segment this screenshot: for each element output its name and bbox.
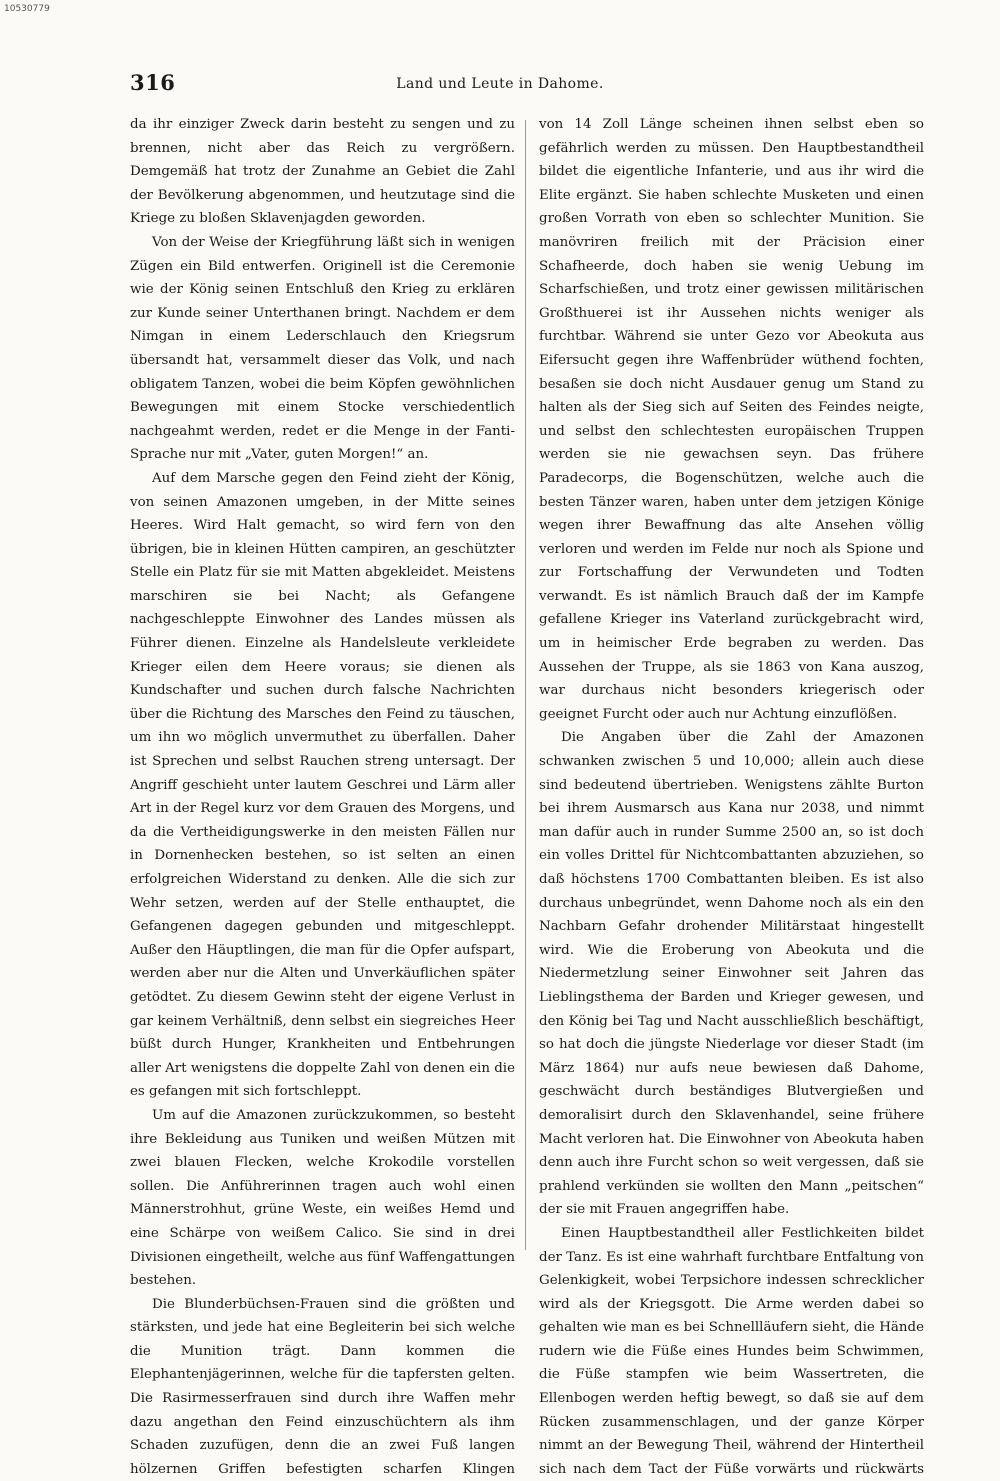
paragraph: Einen Hauptbestandtheil aller Festlichkeiten bildet der Tanz. Es ist eine wahrhaft furchtbare Entfaltung von Gelenkigkeit, wobei Terpsichore indessen schrecklicher wird als der Kriegsgott. Die Arme werden dabei so gehalten wie man es bei Schnellläufern sieht, die Hände rudern wie die Füße eines Hundes beim Schwimmen, die Füße stampfen wie beim Wassertreten, die Ellenbogen werden heftig bewegt, so daß sie auf dem Rücken zusammenschlagen, und der ganze Körper nimmt an der Bewegung Theil, während der Hintertheil sich nach dem Tact der Füße vorwärts und rückwärts [539, 1225, 924, 1477]
running-title: Land und Leute in Dahome. [396, 76, 604, 92]
paragraph: da ihr einziger Zweck darin besteht zu sengen und zu brennen, nicht aber das Reich zu vergrößern. Demgemäß hat trotz der Zunahme an Gebiet die Zahl der Bevölkerung abgenommen, und heutzutage sind die Kriege zu bloßen Sklavenjagden geworden. [130, 117, 515, 227]
paragraph: Von der Weise der Kriegführung läßt sich in wenigen Zügen ein Bild entwerfen. Originell ist die Ceremonie wie der König seinen Entschluß den Krieg zu erklären zur Kunde seiner Unterthanen bringt. Nachdem er dem Nimgan in einem Lederschlauch den Kriegsrum übersandt hat, versammelt dieser das Volk, und nach obligatem Tanzen, wobei die beim Köpfen gewöhnlichen Bewegungen mit einem Stocke verschiedentlich nachgeahmt werden, redet er die Menge in der Fanti-Sprache nur mit „Vater, guten Morgen!“ an. [130, 234, 515, 463]
paragraph: Um auf die Amazonen zurückzukommen, so besteht ihre Bekleidung aus Tuniken und weißen Mützen mit zwei blauen Flecken, welche Krokodile vorstellen sollen. Die Anführerinnen tragen auch wohl einen Männerstrohhut, grüne Weste, ein weißes Hemd und eine Schärpe von weißem Calico. Sie sind in drei Divisionen eingetheilt, welche aus fünf Waffengattungen bestehen. [130, 1107, 515, 1289]
paragraph: Die Blunderbüchsen-Frauen sind die größten und stärksten, und jede hat eine Begleiterin bei sich welche die Munition trägt. Dann kommen die Elephantenjägerinnen, welche für die tapfersten gelten. Die Rasirmesserfrauen sind durch ihre Waffen mehr dazu angethan den Feind einzuschüchtern als ihm Schaden zuzufügen, denn die an zwei Fuß langen hölzernen Griffen befestigten scharfen Klingen [130, 1296, 515, 1477]
right-column [539, 113, 924, 1481]
page-number: 316 [130, 70, 176, 95]
column-divider [525, 120, 526, 1250]
scan-id: 10530779 [4, 4, 50, 14]
paragraph: von 14 Zoll Länge scheinen ihnen selbst eben so gefährlich werden zu müssen. Den Hauptbestandtheil bildet die eigentliche Infanterie, und aus ihr wird die Elite ergänzt. Sie haben schlechte Musketen und einen großen Vorrath von eben so schlechter Munition. Sie manövriren freilich mit der Präcision einer Schafheerde, doch haben sie wenig Uebung im Scharfschießen, und trotz einer gewissen militärischen Großthuerei ist ihr Aussehen nichts weniger als furchtbar. Während sie unter Gezo vor Abeokuta aus Eifersucht gegen ihre Waffenbrüder wüthend fochten, besaßen sie doch nicht Ausdauer genug um Stand zu halten als der Sieg sich auf Seiten des Feindes neigte, und selbst den schlechtesten europäischen Truppen werden sie nie gewachsen seyn. Das frühere Paradecorps, die Bogenschützen, welche auch die besten Tänzer waren, haben unter dem jetzigen Könige wegen ihrer Bewaffnung das alte Ansehen völlig verloren und werden im Felde nur noch als Spione und zur Fortschaffung der Verwundeten und Todten verwandt. Es ist nämlich Brauch daß der im Kampfe gefallene Krieger ins Vaterland zurückgebracht wird, um in heimischer Erde begraben zu werden. Das Aussehen der Truppe, als sie 1863 von Kana auszog, war durchaus nicht besonders kriegerisch oder geeignet Furcht oder auch nur Achtung einzuflößen. [539, 117, 924, 722]
paragraph: Die Angaben über die Zahl der Amazonen schwanken zwischen 5 und 10,000; allein auch diese sind bedeutend übertrieben. Wenigstens zählte Burton bei ihrem Ausmarsch aus Kana nur 2038, und nimmt man dafür auch in runder Summe 2500 an, so ist doch ein volles Drittel für Nichtcombattanten abzuziehen, so daß höchstens 1700 Combattanten bleiben. Es ist also durchaus unbegründet, wenn Dahome noch als ein den Nachbarn Gefahr drohender Militärstaat hingestellt wird. Wie die Eroberung von Abeokuta und die Niedermetzlung seiner Einwohner seit Jahren das Lieblingsthema der Barden und Krieger gewesen, und den König bei Tag und Nacht ausschließlich beschäftigt, so hat doch die jüngste Niederlage vor dieser Stadt (im März 1864) nur aufs neue bewiesen daß Dahome, geschwächt durch beständiges Blutvergießen und demoralisirt durch den Sklavenhandel, seine frühere Macht verloren hat. Die Einwohner von Abeokuta haben denn auch ihre Furcht schon so weit vergessen, daß sie prahlend verkünden sie wollten den Mann „peitschen“ der sie mit Frauen angegriffen habe. [539, 730, 924, 1218]
paragraph: Auf dem Marsche gegen den Feind zieht der König, von seinen Amazonen umgeben, in der Mitte seines Heeres. Wird Halt gemacht, so wird fern von den übrigen, bie in kleinen Hütten campiren, an geschützter Stelle ein Platz für sie mit Matten abgekleidet. Meistens marschiren sie bei Nacht; als Gefangene nachgeschleppte Einwohner des Landes müssen als Führer dienen. Einzelne als Handelsleute verkleidete Krieger eilen dem Heere voraus; sie dienen als Kundschafter und suchen durch falsche Nachrichten über die Richtung des Marsches den Feind zu täuschen, um ihn wo möglich unvermuthet zu überfallen. Daher ist Sprechen und selbst Rauchen streng untersagt. Der Angriff geschieht unter lautem Geschrei und Lärm aller Art in der Regel kurz vor dem Grauen des Morgens, und da die Vertheidigungswerke in den meisten Fällen nur in Dornenhecken bestehen, so ist selten an einen erfolgreichen Widerstand zu denken. Alle die sich zur Wehr setzen, werden auf der Stelle enthauptet, die Gefangenen dagegen gebunden und mitgeschleppt. Außer den Häuptlingen, die man für die Opfer aufspart, werden aber nur die Alten und Unverkäuflichen später getödtet. Zu diesem Gewinn steht der eigene Verlust in gar keinem Verhältniß, denn selbst ein siegreiches Heer büßt durch Hunger, Krankheiten und Entbehrungen aller Art wenigstens die doppelte Zahl von denen ein die es gefangen mit sich fortschleppt. [130, 470, 515, 1100]
left-column [130, 113, 515, 1481]
